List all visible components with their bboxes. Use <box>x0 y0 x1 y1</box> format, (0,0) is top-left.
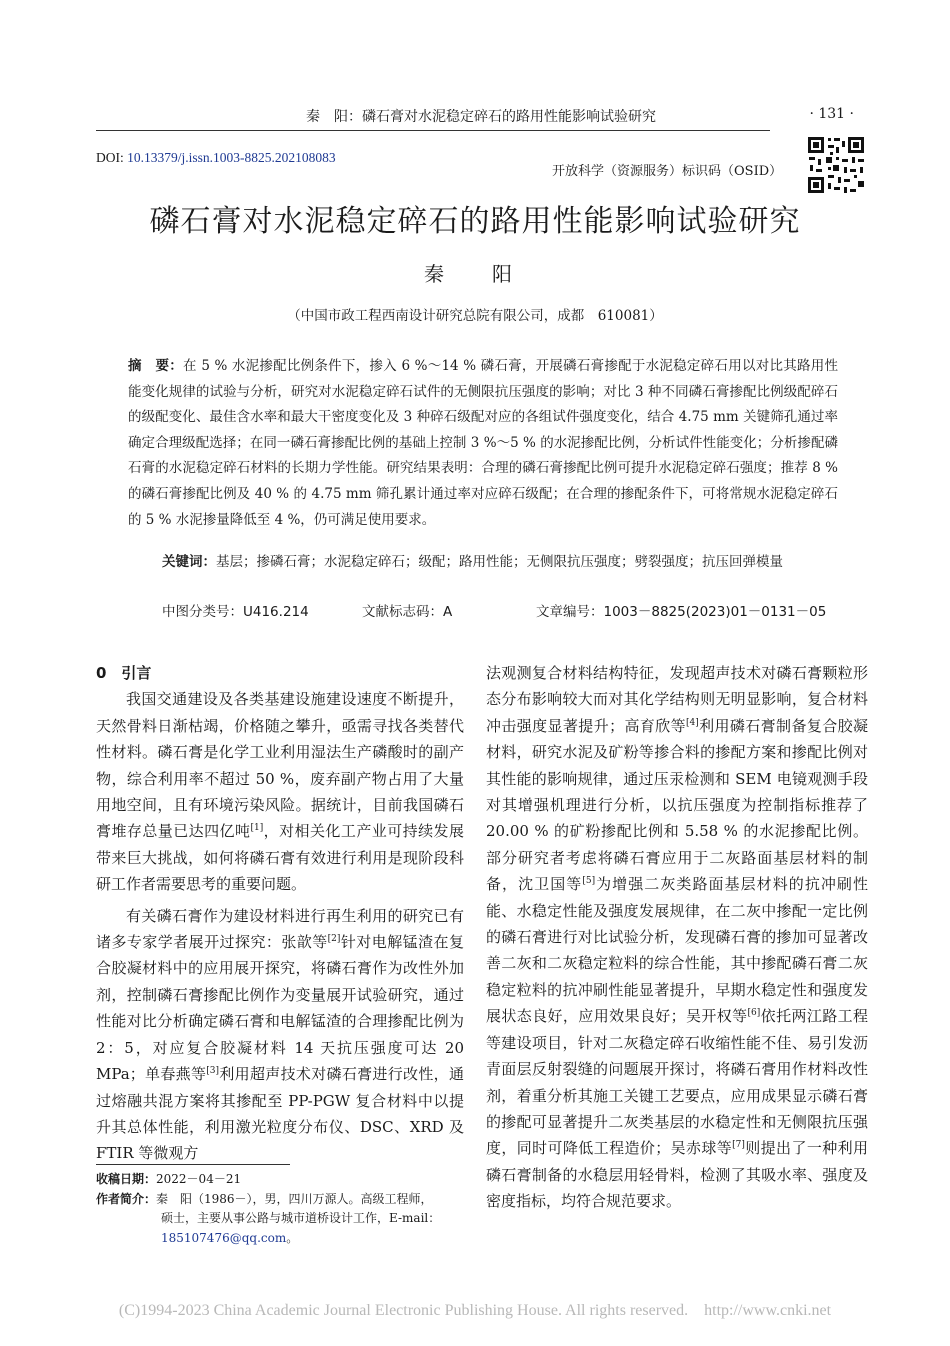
abstract <box>128 354 838 533</box>
author-bio: 作者简介：秦 阳（1986－），男，四川万源人。高级工程师， <box>96 1191 433 1206</box>
clc-number: 中图分类号：U416.214 <box>162 604 309 620</box>
osid-label: 开放科学（资源服务）标识码（OSID） <box>552 164 783 179</box>
article-number: 文章编号：1003－8825(2023)01－0131－05 <box>536 604 827 620</box>
footnote-rule <box>96 1164 290 1165</box>
author-email-link[interactable]: 185107476@qq.com <box>161 1230 287 1245</box>
running-header <box>96 106 858 128</box>
body-right-column <box>486 660 868 1215</box>
body-paragraph: 有关磷石膏作为建设材料进行再生利用的研究已有诸多专家学者展开过探究：张歆等[2]针对电解锰渣在复合胶凝材料中的应用展开探究，将磷石膏作为改性外加剂，控制磷石膏掺配比例作为变量展开试验研究，通过性能对比分析确定磷石膏和电解锰渣的合理掺配比例为 2：5，对应复合胶凝材料 14 天抗压强度可达 20 MPa；单春燕等[3]利用超声技术对磷石膏进行改性，通过熔融共混方案将其掺配至 PP-PGW 复合材料中以提升其总体性能，利用激光粒度分布仪、DSC、XRD 及 FTIR 等微观方 <box>96 906 464 1163</box>
doi-line <box>96 150 336 166</box>
keywords-text: 基层；掺磷石膏；水泥稳定碎石；级配；路用性能；无侧限抗压强度；劈裂强度；抗压回弹模量 <box>216 554 783 570</box>
citation[interactable]: [5] <box>582 876 596 887</box>
page-number: · 131 · <box>809 106 854 122</box>
body-paragraph: 我国交通建设及各类基建设施建设速度不断提升，天然骨料日渐枯竭，价格随之攀升，亟需寻找各类替代性材料。磷石膏是化学工业利用湿法生产磷酸时的副产物，综合利用率不超过 50 %，废弃副产物占用了大量用地空间，且有环境污染风险。据统计，目前我国磷石膏堆存总量已达四亿吨[1]，对相关化工产业可持续发展带来巨大挑战，如何将磷石膏有效进行利用是现阶段科研工作者需要思考的重要问题。 <box>96 690 464 894</box>
citation[interactable]: [3] <box>206 1066 220 1077</box>
classification-line <box>162 600 838 622</box>
document-code: 文献标志码：A <box>362 604 453 620</box>
received-date: 收稿日期：2022－04－21 <box>96 1172 242 1186</box>
doi-link[interactable]: 10.13379/j.issn.1003-8825.202108083 <box>127 150 336 165</box>
citation[interactable]: [7] <box>732 1140 745 1151</box>
abstract-text: 在 5 % 水泥掺配比例条件下，掺入 6 %～14 % 磷石膏，开展磷石膏掺配于水泥稳定碎石用以对比其路用性能变化规律的试验与分析，研究对水泥稳定碎石试件的无侧限抗压强度的影响；对比 3 种不同磷石膏掺配比例级配碎石的级配变化、最佳含水率和最大干密度变化及 3 种碎石级配对应的各组试件强度变化，结合 4.75 mm 关键筛孔通过率确定合理级配选择；在同一磷石膏掺配比例的基础上控制 3 %～5 % 的水泥掺配比例，分析试件性能变化；分析掺配磷石膏的水泥稳定碎石材料的长期力学性能。研究结果表明：合理的磷石膏掺配比例可提升水泥稳定碎石强度；推荐 8 % 的磷石膏掺配比例及 40 % 的 4.75 mm 筛孔累计通过率对应碎石级配；在合理的掺配条件下，可将常规水泥稳定碎石的 5 % 水泥掺量降低至 4 %，仍可满足使用要求。 <box>128 358 838 528</box>
affiliation: （中国市政工程西南设计研究总院有限公司，成都 610081） <box>287 308 663 324</box>
section-heading: 0 引言 <box>96 664 152 682</box>
citation[interactable]: [2] <box>327 934 341 945</box>
body-paragraph: 法观测复合材料结构特征，发现超声技术对磷石膏颗粒形态分布影响较大而对其化学结构则无明显影响，复合材料冲击强度显著提升；高育欣等[4]利用磷石膏制备复合胶凝材料，研究水泥及矿粉等掺合料的掺配方案和掺配比例对其性能的影响规律，通过压汞检测和 SEM 电镜观测手段对其增强机理进行分析，以抗压强度为控制指标推荐了 20.00 % 的矿粉掺配比例和 5.58 % 的水泥掺配比例。部分研究者考虑将磷石膏应用于二灰路面基层材料的制备，沈卫国等[5]为增强二灰类路面基层材料的抗冲刷性能、水稳定性能及强度发展规律，在二灰中掺配一定比例的磷石膏进行对比试验分析，发现磷石膏的掺加可显著改善二灰和二灰稳定粒料的综合性能，其中掺配磷石膏二灰稳定粒料的抗冲刷性能显著提升，早期水稳定性和强度发展状态良好，应用效果良好；吴开权等[6]依托两江路工程等建设项目，针对二灰稳定碎石收缩性能不佳、易引发沥青面层反射裂缝的问题展开探讨，将磷石膏用作材料改性剂，着重分析其施工关键工艺要点，应用成果显示磷石膏的掺配可显著提升二灰类基层的水稳定性和无侧限抗压强度，同时可降低工程造价；吴赤球等[7]则提出了一种利用磷石膏制备的水稳层用轻骨料，检测了其吸水率、强度及密度指标，均符合规范要求。 <box>486 664 868 1211</box>
header-rule <box>96 130 770 131</box>
running-title: 秦 阳：磷石膏对水泥稳定碎石的路用性能影响试验研究 <box>306 109 656 125</box>
body-left-column <box>96 660 464 1167</box>
citation[interactable]: [6] <box>747 1008 761 1019</box>
keywords-label: 关键词： <box>162 554 216 570</box>
doi-label: DOI: <box>96 150 128 165</box>
qr-code-icon <box>806 135 866 195</box>
author-bio-line: 硕士，主要从事公路与城市道桥设计工作，E-mail： <box>161 1211 441 1225</box>
paper-title: 磷石膏对水泥稳定碎石的路用性能影响试验研究 <box>149 204 801 239</box>
author: 秦 阳 <box>424 262 526 286</box>
abstract-label: 摘 要： <box>128 358 184 374</box>
footnotes <box>96 1170 464 1248</box>
copyright-watermark: (C)1994-2023 China Academic Journal Electronic Publishing House. All rights reserved. http://www.cnki.net <box>118 1302 832 1319</box>
author-email-line: 185107476@qq.com。 <box>161 1230 299 1245</box>
keywords <box>128 550 838 576</box>
citation[interactable]: [4] <box>686 717 699 728</box>
citation[interactable]: [1] <box>250 823 264 834</box>
